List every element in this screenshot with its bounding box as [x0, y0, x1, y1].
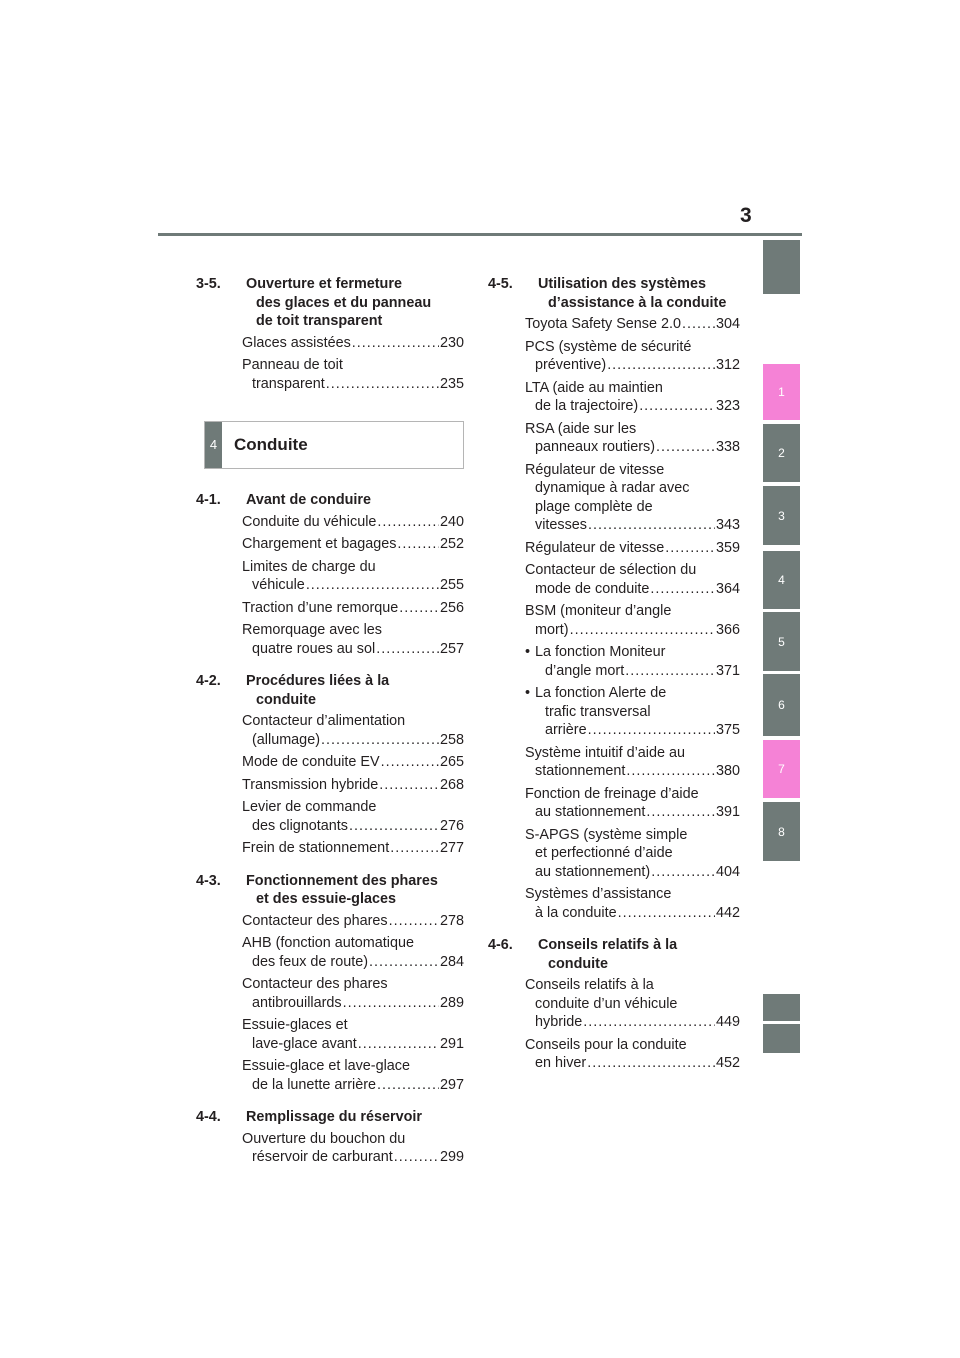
entry-text: vitesses	[535, 517, 587, 533]
entry-last-line	[242, 994, 464, 1013]
chapter-tab-6[interactable]: 6	[763, 674, 800, 736]
chapter-tab-8[interactable]: 8	[763, 802, 800, 861]
entry-text: mode de conduite	[535, 580, 650, 597]
dot-leader	[377, 1076, 439, 1095]
section-spacer	[196, 397, 464, 407]
page-ref[interactable]: 277	[439, 840, 464, 856]
entry-text: préventive)	[535, 357, 607, 373]
section-spacer	[488, 1077, 740, 1087]
dot-leader	[682, 315, 715, 334]
entry-last-line	[535, 721, 740, 740]
entry-last-line	[242, 576, 464, 595]
toc-entry[interactable]	[488, 379, 740, 416]
entry-last-line	[242, 334, 464, 353]
toc-entry[interactable]	[488, 602, 740, 639]
toc-entry[interactable]	[488, 826, 740, 882]
entry-text: dynamique à radar avec	[535, 480, 690, 496]
page-ref[interactable]: 289	[439, 994, 464, 1011]
section-heading[interactable]	[196, 275, 464, 331]
entry-text: plage complète de	[535, 498, 653, 515]
toc-left-column	[196, 275, 464, 1181]
entry-text: AHB (fonction automatique	[242, 935, 414, 951]
toc-entry[interactable]	[488, 744, 740, 781]
entry-last-line	[525, 315, 740, 334]
entry-last-line	[525, 762, 740, 781]
toc-entry[interactable]	[196, 558, 464, 595]
page-ref[interactable]: 257	[439, 640, 464, 657]
dot-leader	[607, 356, 715, 375]
entry-text: en hiver	[535, 1055, 587, 1071]
dot-leader	[587, 1054, 715, 1073]
dot-leader	[379, 776, 439, 795]
entry-last-line	[525, 621, 740, 640]
page-ref[interactable]: 255	[439, 577, 464, 593]
entry-last-line	[242, 535, 464, 554]
entry-text: BSM (moniteur d’angle	[525, 603, 672, 619]
entry-last-line	[535, 662, 740, 681]
section-spacer	[488, 926, 740, 936]
section-number: 4-3.	[196, 872, 221, 889]
page-ref[interactable]: 312	[715, 357, 740, 373]
section-number: 4-4.	[196, 1109, 221, 1125]
chapter-tab-4[interactable]: 4	[763, 551, 800, 609]
entry-text: Frein de stationnement	[242, 840, 390, 856]
entry-text: Fonction de freinage d’aide	[525, 785, 699, 802]
section-title: conduite	[256, 691, 316, 708]
section-title: des glaces et du panneau	[256, 294, 432, 311]
page-ref[interactable]: 297	[439, 1076, 464, 1093]
chapter-number: 4	[205, 422, 222, 468]
entry-text: S-APGS (système simple	[525, 826, 688, 843]
entry-text: Systèmes d’assistance	[525, 886, 672, 902]
toc-section-4-2	[196, 672, 464, 872]
entry-text: Essuie-glaces et	[242, 1017, 348, 1033]
toc-entry[interactable]	[488, 976, 740, 1032]
page-ref[interactable]: 304	[715, 316, 740, 332]
entry-text: des feux de route)	[252, 953, 368, 970]
entry-text: hybride	[535, 1014, 583, 1030]
entry-text: PCS (système de sécurité	[525, 338, 692, 355]
page-ref[interactable]: 380	[715, 763, 740, 779]
entry-text: Système intuitif d’aide au	[525, 744, 685, 761]
toc-entry[interactable]	[488, 785, 740, 822]
page-ref[interactable]: 284	[439, 953, 464, 970]
dot-leader	[646, 803, 715, 822]
section-heading[interactable]	[488, 936, 740, 973]
entry-text: au stationnement)	[535, 863, 651, 880]
section-number: 3-5.	[196, 276, 221, 292]
page-ref[interactable]: 276	[439, 817, 464, 834]
toc-entry[interactable]	[196, 535, 464, 554]
dot-leader	[306, 576, 439, 595]
chapter-tab-blank-0[interactable]	[763, 240, 800, 294]
entry-last-line	[242, 375, 464, 394]
dot-leader	[326, 375, 439, 394]
entry-last-line	[242, 953, 464, 972]
entry-text: Contacteur d’alimentation	[242, 713, 406, 729]
dot-leader	[626, 762, 715, 781]
toc-entry[interactable]	[196, 798, 464, 835]
toc-entry[interactable]	[196, 839, 464, 858]
dot-leader	[618, 904, 715, 923]
entry-text: LTA (aide au maintien	[525, 379, 663, 396]
toc-right-column	[488, 275, 740, 1087]
entry-text: de la trajectoire)	[535, 398, 639, 414]
page-ref[interactable]: 265	[439, 754, 464, 770]
page-ref[interactable]: 442	[715, 904, 740, 921]
dot-leader	[381, 753, 439, 772]
entry-text: quatre roues au sol	[252, 640, 376, 657]
chapter-tab-blank-9[interactable]	[763, 994, 800, 1021]
section-title: Utilisation des systèmes	[538, 276, 706, 292]
entry-text: Panneau de toit	[242, 357, 343, 373]
chapter-tab-7[interactable]: 7	[763, 740, 800, 798]
entry-last-line	[525, 397, 740, 416]
entry-text: d’angle mort	[545, 662, 625, 679]
toc-entry[interactable]	[196, 912, 464, 931]
dot-leader	[394, 1148, 439, 1167]
chapter-tab-5[interactable]: 5	[763, 612, 800, 671]
dot-leader	[651, 863, 715, 882]
dot-leader	[665, 539, 715, 558]
entry-text: Traction d’une remorque	[242, 599, 399, 616]
entry-text: Contacteur de sélection du	[525, 562, 697, 578]
toc-bullet-entry[interactable]	[488, 684, 740, 740]
page-ref[interactable]: 364	[715, 580, 740, 597]
section-title: Remplissage du réservoir	[246, 1109, 422, 1125]
entry-last-line	[242, 513, 464, 532]
page-ref[interactable]: 258	[439, 731, 464, 748]
dot-leader	[389, 912, 439, 931]
toc-section-4-3	[196, 872, 464, 1109]
entry-last-line	[242, 1148, 464, 1167]
toc-entry[interactable]	[196, 1057, 464, 1094]
section-spacer	[196, 1098, 464, 1108]
dot-leader	[650, 580, 715, 599]
section-heading[interactable]	[196, 872, 464, 909]
entry-text: La fonction Moniteur	[535, 644, 666, 660]
toc-entry[interactable]	[488, 539, 740, 558]
section-title: Ouverture et fermeture	[246, 276, 402, 292]
toc-entry[interactable]	[196, 776, 464, 795]
entry-last-line	[242, 1076, 464, 1095]
entry-text: La fonction Alerte de	[535, 685, 667, 701]
toc-entry[interactable]	[488, 338, 740, 375]
entry-last-line	[525, 1054, 740, 1073]
dot-leader	[349, 817, 439, 836]
entry-text: Contacteur des phares	[242, 976, 388, 992]
entry-text: Remorquage avec les	[242, 622, 382, 638]
toc-entry[interactable]	[488, 315, 740, 334]
dot-leader	[399, 599, 439, 618]
section-spacer	[196, 1171, 464, 1181]
page-ref[interactable]: 449	[715, 1014, 740, 1030]
entry-text: antibrouillards	[252, 994, 342, 1011]
section-title: d’assistance à la conduite	[548, 294, 727, 311]
toc-entry[interactable]	[196, 356, 464, 393]
toc-entry[interactable]	[196, 934, 464, 971]
chapter-tab-3[interactable]: 3	[763, 486, 800, 545]
entry-last-line	[242, 640, 464, 659]
entry-text: de la lunette arrière	[252, 1076, 376, 1093]
entry-text: lave-glace avant	[252, 1035, 357, 1052]
page-ref[interactable]: 366	[715, 621, 740, 638]
chapter-title: Conduite	[234, 434, 308, 454]
entry-text: Contacteur des phares	[242, 912, 388, 929]
dot-leader	[656, 438, 715, 457]
page-ref[interactable]: 404	[715, 863, 740, 880]
bullet-mark: •	[525, 644, 531, 660]
chapter-tab-blank-10[interactable]	[763, 1024, 800, 1053]
entry-text: conduite d’un véhicule	[535, 995, 678, 1012]
entry-text: arrière	[545, 722, 587, 738]
dot-leader	[570, 621, 715, 640]
entry-text: mort)	[535, 621, 569, 638]
section-heading[interactable]	[196, 672, 464, 709]
toc-section-4-5	[488, 275, 740, 936]
entry-text: Régulateur de vitesse	[525, 539, 665, 556]
toc-entry[interactable]	[196, 599, 464, 618]
section-title: Procédures liées à la	[246, 673, 390, 689]
toc-section-4-6	[488, 936, 740, 1087]
page-ref[interactable]: 299	[439, 1149, 464, 1165]
toc-entry[interactable]	[488, 561, 740, 598]
page-ref[interactable]: 371	[715, 662, 740, 679]
entry-text: Mode de conduite EV	[242, 754, 380, 770]
page-number: 3	[740, 204, 752, 227]
section-number: 4-5.	[488, 276, 513, 292]
bullet-mark: •	[525, 685, 531, 701]
entry-text: transparent	[252, 375, 325, 392]
toc-bullet-entry[interactable]	[488, 643, 740, 680]
page-ref[interactable]: 359	[715, 539, 740, 556]
page-ref[interactable]: 240	[439, 513, 464, 530]
entry-text: Transmission hybride	[242, 776, 379, 793]
section-title: et des essuie-glaces	[256, 891, 396, 907]
entry-last-line	[525, 539, 740, 558]
entry-text: des clignotants	[252, 817, 348, 834]
entry-text: trafic transversal	[545, 703, 651, 720]
page-ref[interactable]: 268	[439, 776, 464, 793]
section-heading[interactable]	[196, 1108, 464, 1127]
entry-text: RSA (aide sur les	[525, 420, 637, 437]
entry-text: stationnement	[535, 763, 626, 779]
entry-last-line	[242, 776, 464, 795]
dot-leader	[369, 953, 439, 972]
entry-text: réservoir de carburant	[252, 1149, 393, 1165]
entry-last-line	[525, 580, 740, 599]
dot-leader	[588, 721, 715, 740]
entry-last-line	[525, 863, 740, 882]
toc-entry[interactable]	[196, 1016, 464, 1053]
dot-leader	[639, 397, 715, 416]
entry-text: et perfectionné d’aide	[535, 845, 673, 861]
toc-entry[interactable]	[196, 334, 464, 353]
entry-last-line	[525, 1013, 740, 1032]
dot-leader	[397, 535, 439, 554]
entry-last-line	[242, 753, 464, 772]
page-ref[interactable]: 230	[439, 334, 464, 351]
toc-entry[interactable]	[196, 1130, 464, 1167]
section-heading[interactable]	[196, 491, 464, 510]
entry-text: Essuie-glace et lave-glace	[242, 1058, 410, 1074]
section-spacer	[196, 862, 464, 872]
section-number: 4-2.	[196, 673, 221, 689]
entry-text: Conseils relatifs à la	[525, 977, 654, 993]
toc-entry[interactable]	[488, 420, 740, 457]
section-title: conduite	[548, 955, 608, 972]
entry-last-line	[242, 599, 464, 618]
toc-entry[interactable]	[196, 621, 464, 658]
entry-text: à la conduite	[535, 904, 617, 921]
dot-leader	[625, 662, 715, 681]
section-title: Avant de conduire	[246, 492, 372, 508]
entry-text: Limites de charge du	[242, 558, 376, 575]
section-title: Conseils relatifs à la	[538, 937, 678, 953]
page-ref[interactable]: 278	[439, 912, 464, 929]
toc-entry[interactable]	[488, 1036, 740, 1073]
chapter-header	[204, 421, 464, 469]
section-number: 4-6.	[488, 937, 513, 953]
entry-last-line	[525, 356, 740, 375]
page-ref[interactable]: 235	[439, 375, 464, 392]
entry-last-line	[525, 438, 740, 457]
toc-entry[interactable]	[196, 975, 464, 1012]
toc-section-4-1	[196, 491, 464, 672]
toc-entry[interactable]	[488, 461, 740, 535]
dot-leader	[588, 516, 715, 535]
page-ref[interactable]: 375	[715, 722, 740, 738]
page-ref[interactable]: 291	[439, 1035, 464, 1052]
entry-text: Levier de commande	[242, 799, 377, 815]
dot-leader	[583, 1013, 715, 1032]
page-ref[interactable]: 343	[715, 517, 740, 533]
dot-leader	[377, 513, 439, 532]
dot-leader	[376, 640, 439, 659]
dot-leader	[358, 1035, 439, 1054]
entry-text: panneaux routiers)	[535, 439, 655, 455]
chapter-tab-2[interactable]: 2	[763, 424, 800, 482]
dot-leader	[343, 994, 439, 1013]
section-spacer	[196, 662, 464, 672]
toc-section-4-4	[196, 1108, 464, 1181]
entry-text: Régulateur de vitesse	[525, 461, 665, 478]
entry-text: Chargement et bagages	[242, 536, 397, 552]
section-title: de toit transparent	[256, 313, 383, 329]
entry-text: Toyota Safety Sense 2.0	[525, 316, 681, 332]
entry-last-line	[525, 516, 740, 535]
page-ref[interactable]: 338	[715, 439, 740, 455]
page-ref[interactable]: 391	[715, 804, 740, 820]
section-title: Fonctionnement des phares	[246, 872, 438, 889]
page-ref[interactable]: 256	[439, 599, 464, 616]
entry-last-line	[242, 817, 464, 836]
section-number: 4-1.	[196, 492, 221, 508]
entry-text: Conseils pour la conduite	[525, 1036, 687, 1053]
page-ref[interactable]: 252	[439, 536, 464, 552]
toc-section-3-5	[196, 275, 464, 407]
dot-leader	[352, 334, 439, 353]
entry-text: véhicule	[252, 577, 305, 593]
toc-entry[interactable]	[196, 712, 464, 749]
entry-text: (allumage)	[252, 731, 320, 748]
entry-text: Glaces assistées	[242, 334, 351, 351]
entry-last-line	[525, 803, 740, 822]
entry-last-line	[242, 1035, 464, 1054]
entry-text: au stationnement	[535, 804, 646, 820]
dot-leader	[390, 839, 439, 858]
entry-last-line	[242, 912, 464, 931]
page-ref[interactable]: 452	[715, 1055, 740, 1071]
chapter-tab-1[interactable]: 1	[763, 364, 800, 420]
section-heading[interactable]	[488, 275, 740, 312]
entry-last-line	[242, 839, 464, 858]
page-ref[interactable]: 323	[715, 398, 740, 414]
toc-entry[interactable]	[488, 885, 740, 922]
dot-leader	[321, 731, 439, 750]
toc-entry[interactable]	[196, 513, 464, 532]
entry-text: Conduite du véhicule	[242, 513, 377, 530]
entry-last-line	[525, 904, 740, 923]
header-rule	[158, 233, 802, 236]
toc-entry[interactable]	[196, 753, 464, 772]
entry-text: Ouverture du bouchon du	[242, 1130, 406, 1147]
entry-last-line	[242, 731, 464, 750]
